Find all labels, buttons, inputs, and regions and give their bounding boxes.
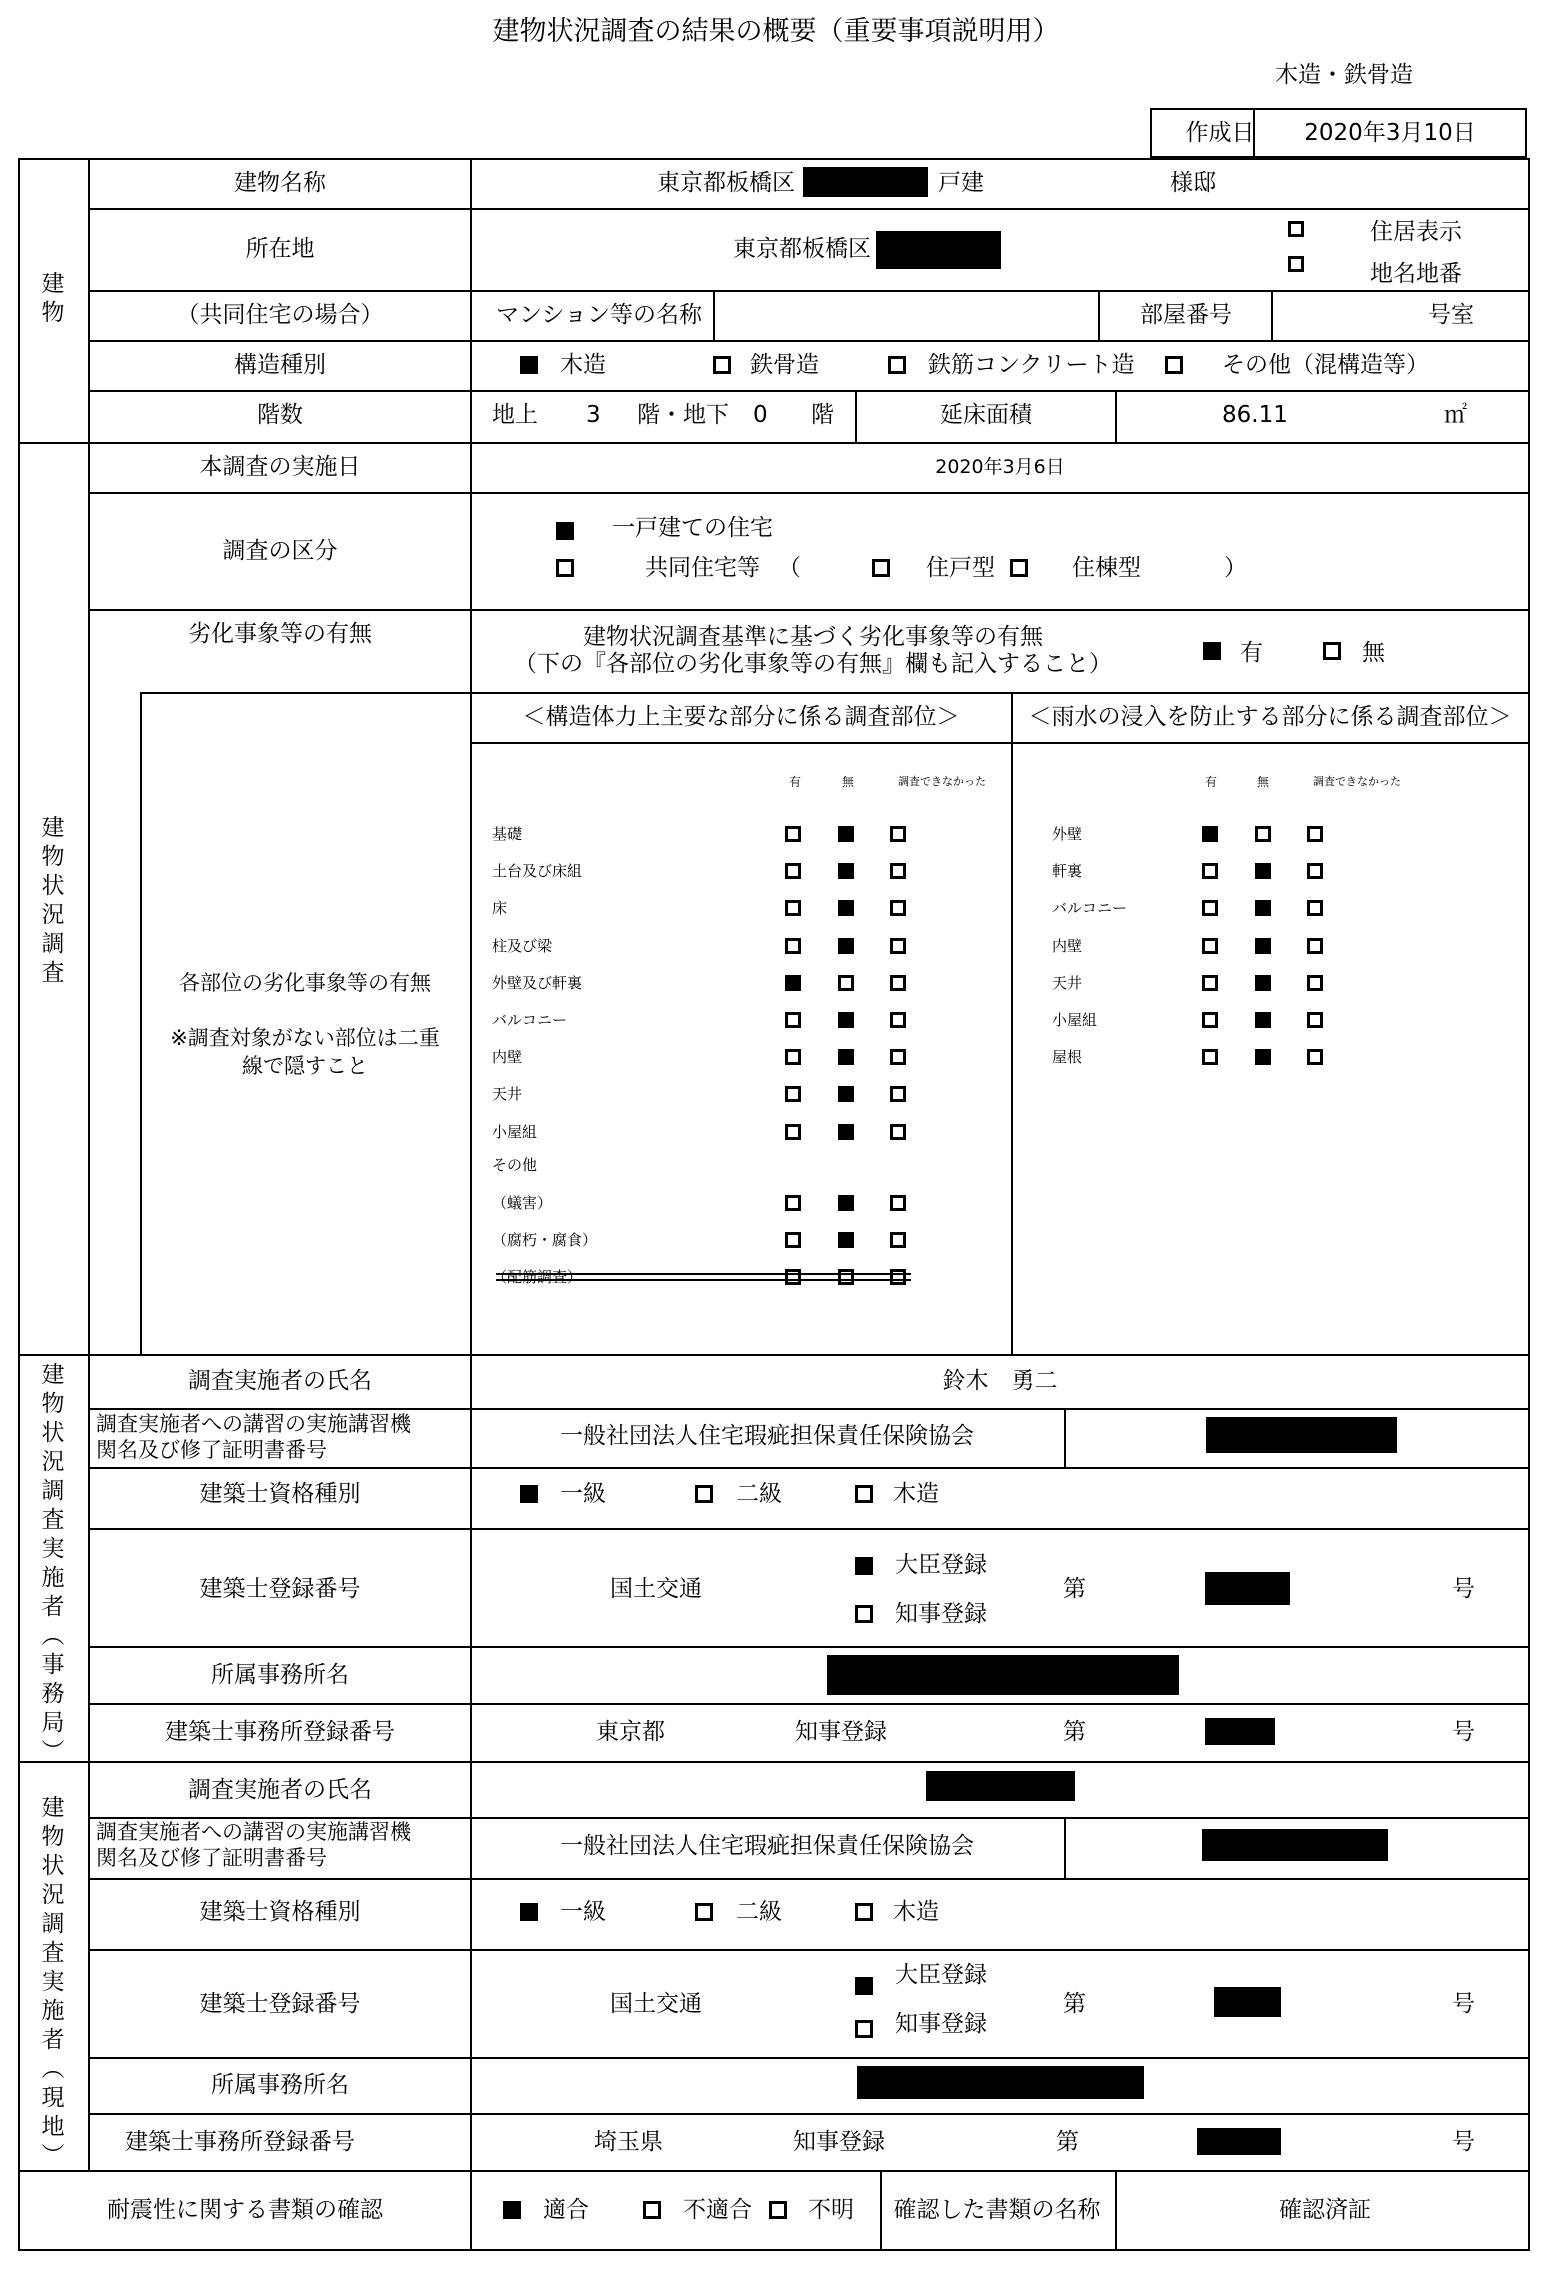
- rain-part-label: 天井: [1052, 973, 1083, 992]
- other-no-checkbox[interactable]: [838, 1269, 854, 1285]
- struct-unable-checkbox[interactable]: [890, 975, 906, 991]
- apartment-label: （共同住宅の場合）: [176, 302, 384, 328]
- strike-line: [496, 1273, 911, 1275]
- kind-unit-checkbox[interactable]: [872, 559, 890, 577]
- struct-part-label: バルコニー: [492, 1011, 568, 1029]
- struct-rc-label: 鉄筋コンクリート造: [928, 352, 1135, 378]
- struct-no-checkbox[interactable]: [838, 863, 854, 879]
- struct-unable-checkbox[interactable]: [890, 938, 906, 954]
- site-course-label-2: 関名及び修了証明書番号: [96, 1846, 327, 1870]
- section-survey: 建 物 状 況 調 査: [41, 815, 65, 986]
- site-q2-checkbox[interactable]: [695, 1903, 713, 1921]
- struct-unable-checkbox[interactable]: [890, 863, 906, 879]
- defect-no-checkbox[interactable]: [1323, 642, 1341, 660]
- seismic-ng-label: 不適合: [683, 2197, 752, 2223]
- office-q2-checkbox[interactable]: [695, 1485, 713, 1503]
- addr-opt1-checkbox[interactable]: [1288, 221, 1304, 237]
- struct-part-label: 内壁: [492, 1048, 523, 1067]
- rain-yes-checkbox[interactable]: [1202, 938, 1218, 954]
- struct-col-unable: 調査できなかった: [898, 775, 986, 788]
- floors-above-value: 3: [586, 402, 601, 428]
- section-building: 建 物: [41, 271, 65, 326]
- rain-yes-checkbox[interactable]: [1202, 863, 1218, 879]
- office-firm-label: 所属事務所名: [211, 1662, 349, 1688]
- addr-opt1-label: 住居表示: [1370, 219, 1462, 245]
- rain-no-checkbox[interactable]: [1255, 975, 1271, 991]
- struct-yes-checkbox[interactable]: [785, 826, 801, 842]
- struct-no-checkbox[interactable]: [838, 1124, 854, 1140]
- defect-yes-checkbox[interactable]: [1203, 642, 1221, 660]
- struct-wood-checkbox[interactable]: [520, 356, 538, 374]
- other-unable-checkbox[interactable]: [890, 1195, 906, 1211]
- office-course-label-2: 関名及び修了証明書番号: [96, 1438, 327, 1462]
- struct-rc-checkbox[interactable]: [888, 356, 906, 374]
- rain-no-checkbox[interactable]: [1255, 900, 1271, 916]
- site-minister-checkbox[interactable]: [855, 1977, 873, 1995]
- kind-bldg-label: 住棟型: [1072, 555, 1141, 581]
- struct-yes-checkbox[interactable]: [785, 938, 801, 954]
- redaction: [857, 2066, 1144, 2099]
- kind-unit-label: 住戸型: [926, 555, 995, 581]
- struct-unable-checkbox[interactable]: [890, 826, 906, 842]
- site-q2-label: 二級: [736, 1899, 782, 1925]
- redaction: [1206, 1417, 1397, 1453]
- redaction: [1214, 1987, 1281, 2017]
- office-minister-checkbox[interactable]: [855, 1557, 873, 1575]
- struct-part-label: 床: [492, 899, 508, 918]
- structure-note: 木造・鉄骨造: [1275, 62, 1413, 88]
- floors-label: 階数: [257, 402, 303, 428]
- office-q3-label: 木造: [893, 1481, 939, 1507]
- floor-area-value: 86.11: [1222, 402, 1288, 428]
- rain-yes-checkbox[interactable]: [1202, 900, 1218, 916]
- building-name-type: 戸建: [938, 170, 984, 196]
- office-reg-pref: 国土交通: [610, 1576, 702, 1602]
- rain-unable-checkbox[interactable]: [1307, 1049, 1323, 1065]
- section-site: 建 物 状 況 調 査 実 施 者 ︵ 現 地 ︶: [41, 1795, 65, 2169]
- redaction: [827, 1655, 1179, 1695]
- other-unable-checkbox[interactable]: [890, 1269, 906, 1285]
- site-minister-label: 大臣登録: [895, 1962, 987, 1988]
- struct-col-yes: 有: [788, 775, 802, 789]
- seismic-doc-value: 確認済証: [1279, 2197, 1371, 2223]
- rain-part-label: バルコニー: [1052, 899, 1128, 918]
- seismic-unknown-checkbox[interactable]: [769, 2201, 787, 2219]
- site-reg-dai: 第: [1063, 1991, 1086, 2017]
- site-q3-checkbox[interactable]: [855, 1903, 873, 1921]
- created-value: 2020年3月10日: [1304, 120, 1476, 146]
- struct-part-label: 小屋組: [492, 1122, 538, 1141]
- survey-date-label: 本調査の実施日: [199, 454, 361, 480]
- struct-yes-checkbox[interactable]: [785, 1012, 801, 1028]
- office-q1-label: 一級: [560, 1481, 606, 1507]
- defect-question-1: 建物状況調査基準に基づく劣化事象等の有無: [583, 624, 1043, 650]
- struct-no-checkbox[interactable]: [838, 826, 854, 842]
- rain-part-label: 軒裏: [1052, 862, 1083, 881]
- office-q1-checkbox[interactable]: [520, 1485, 538, 1503]
- site-course-label-1: 調査実施者への講習の実施講習機: [96, 1820, 411, 1844]
- struct-part-label: 柱及び梁: [492, 936, 553, 955]
- struct-other-checkbox[interactable]: [1165, 356, 1183, 374]
- seismic-unknown-label: 不明: [808, 2197, 854, 2223]
- redaction: [1197, 2128, 1281, 2155]
- rain-part-label: 小屋組: [1052, 1011, 1098, 1029]
- struct-yes-checkbox[interactable]: [785, 863, 801, 879]
- kind-apt-label: 共同住宅等: [645, 555, 760, 581]
- rain-unable-checkbox[interactable]: [1307, 826, 1323, 842]
- rain-col-yes: 有: [1204, 775, 1218, 789]
- room-unit: 号室: [1428, 302, 1474, 328]
- struct-part-label: 基礎: [492, 825, 523, 843]
- floor-area-label: 延床面積: [940, 402, 1032, 428]
- office-minister-label: 大臣登録: [895, 1552, 987, 1578]
- struct-steel-label: 鉄骨造: [750, 352, 819, 378]
- office-reg-dai: 第: [1063, 1576, 1086, 1602]
- office-reg-go: 号: [1452, 1576, 1475, 1602]
- rain-unable-checkbox[interactable]: [1307, 975, 1323, 991]
- kind-house-checkbox[interactable]: [556, 522, 574, 540]
- floors-unit: 階: [811, 402, 834, 428]
- defect-question-2: （下の『各部位の劣化事象等の有無』欄も記入すること）: [514, 651, 1112, 677]
- parts-note-2: 線で隠すこと: [242, 1054, 368, 1078]
- rain-no-checkbox[interactable]: [1255, 1049, 1271, 1065]
- rain-part-label: 外壁: [1052, 825, 1083, 843]
- struct-unable-checkbox[interactable]: [890, 900, 906, 916]
- room-number-label: 部屋番号: [1140, 302, 1232, 328]
- struct-unable-checkbox[interactable]: [890, 1124, 906, 1140]
- seismic-ng-checkbox[interactable]: [643, 2201, 661, 2219]
- site-reg-go: 号: [1452, 1991, 1475, 2017]
- other-yes-checkbox[interactable]: [785, 1232, 801, 1248]
- floors-mid: 階・地下: [637, 402, 729, 428]
- site-firm-reg: 知事登録: [793, 2129, 885, 2155]
- redaction: [803, 167, 928, 197]
- site-firm-reg-label: 建築士事務所登録番号: [125, 2129, 355, 2155]
- rain-no-checkbox[interactable]: [1255, 938, 1271, 954]
- defect-label: 劣化事象等の有無: [188, 621, 372, 647]
- struct-yes-checkbox[interactable]: [785, 1086, 801, 1102]
- site-q1-checkbox[interactable]: [520, 1903, 538, 1921]
- site-governor-checkbox[interactable]: [855, 2020, 873, 2038]
- rain-col-unable: 調査できなかった: [1313, 775, 1401, 788]
- kind-paren-open: （: [778, 555, 801, 581]
- struct-col-no: 無: [841, 775, 855, 789]
- site-firm-label: 所属事務所名: [211, 2072, 349, 2098]
- office-firm-go: 号: [1452, 1719, 1475, 1745]
- rain-no-checkbox[interactable]: [1255, 826, 1271, 842]
- struct-other-label: その他（混構造等）: [1222, 352, 1429, 378]
- office-firm-reg-label: 建築士事務所登録番号: [165, 1719, 395, 1745]
- defect-yes-label: 有: [1240, 640, 1263, 666]
- office-q2-label: 二級: [736, 1481, 782, 1507]
- office-firm-pref: 東京都: [596, 1719, 665, 1745]
- redaction: [926, 1771, 1075, 1801]
- struct-parts-heading: ＜構造体力上主要な部分に係る調査部位＞: [522, 704, 960, 730]
- address-value: 東京都板橋区: [733, 236, 871, 262]
- kind-paren-close: ）: [1224, 555, 1247, 581]
- seismic-label: 耐震性に関する書類の確認: [107, 2197, 383, 2223]
- office-firm-reg: 知事登録: [795, 1719, 887, 1745]
- other-part-label: （腐朽・腐食）: [492, 1231, 598, 1250]
- rain-yes-checkbox[interactable]: [1202, 1049, 1218, 1065]
- other-unable-checkbox[interactable]: [890, 1232, 906, 1248]
- rain-unable-checkbox[interactable]: [1307, 938, 1323, 954]
- office-name-label: 調査実施者の氏名: [188, 1368, 372, 1394]
- kind-house-label: 一戸建ての住宅: [612, 515, 773, 541]
- struct-no-checkbox[interactable]: [838, 1049, 854, 1065]
- struct-yes-checkbox[interactable]: [785, 900, 801, 916]
- site-governor-label: 知事登録: [895, 2011, 987, 2037]
- defect-no-label: 無: [1362, 640, 1385, 666]
- site-course-value: 一般社団法人住宅瑕疵担保責任保険協会: [560, 1833, 974, 1859]
- rain-unable-checkbox[interactable]: [1307, 863, 1323, 879]
- building-name-prefix: 東京都板橋区: [657, 170, 795, 196]
- struct-yes-checkbox[interactable]: [785, 975, 801, 991]
- parts-label: 各部位の劣化事象等の有無: [179, 971, 431, 995]
- struct-part-label: 天井: [492, 1085, 523, 1104]
- site-name-label: 調査実施者の氏名: [188, 1777, 372, 1803]
- struct-part-label: 土台及び床組: [492, 862, 583, 881]
- addr-opt2-label: 地名地番: [1370, 261, 1462, 287]
- building-name-suffix: 様邸: [1170, 170, 1216, 196]
- office-qual-label: 建築士資格種別: [199, 1481, 361, 1507]
- struct-unable-checkbox[interactable]: [890, 1012, 906, 1028]
- floors-above-prefix: 地上: [492, 402, 538, 428]
- mansion-name-label: マンション等の名称: [496, 302, 702, 328]
- other-part-label: （配筋調査）: [492, 1268, 583, 1287]
- site-q1-label: 一級: [560, 1899, 606, 1925]
- other-yes-checkbox[interactable]: [785, 1269, 801, 1285]
- address-label: 所在地: [245, 236, 315, 262]
- other-no-checkbox[interactable]: [838, 1232, 854, 1248]
- struct-no-checkbox[interactable]: [838, 1012, 854, 1028]
- section-office: 建 物 状 況 調 査 実 施 者 ︵ 事 務 局 ︶: [41, 1362, 65, 1765]
- rain-no-checkbox[interactable]: [1255, 863, 1271, 879]
- rain-part-label: 内壁: [1052, 936, 1083, 955]
- seismic-doc-label: 確認した書類の名称: [893, 2197, 1101, 2223]
- other-label: その他: [492, 1156, 538, 1174]
- struct-no-checkbox[interactable]: [838, 900, 854, 916]
- struct-wood-label: 木造: [560, 352, 606, 378]
- redaction: [1202, 1829, 1388, 1861]
- seismic-ok-checkbox[interactable]: [503, 2201, 521, 2219]
- strike-line: [496, 1279, 911, 1281]
- seismic-ok-label: 適合: [543, 2197, 589, 2223]
- other-no-checkbox[interactable]: [838, 1195, 854, 1211]
- struct-unable-checkbox[interactable]: [890, 1086, 906, 1102]
- site-q3-label: 木造: [893, 1899, 939, 1925]
- site-reg-label: 建築士登録番号: [199, 1991, 361, 2017]
- floor-area-unit: ㎡: [1444, 402, 1467, 428]
- office-q3-checkbox[interactable]: [855, 1485, 873, 1503]
- survey-kind-label: 調査の区分: [222, 538, 338, 564]
- office-name-value: 鈴木 勇二: [942, 1368, 1058, 1394]
- parts-note-1: ※調査対象がない部位は二重: [170, 1026, 440, 1050]
- kind-apt-checkbox[interactable]: [556, 559, 574, 577]
- site-firm-pref: 埼玉県: [594, 2129, 663, 2155]
- struct-part-label: 外壁及び軒裏: [492, 973, 583, 992]
- site-firm-go: 号: [1452, 2129, 1475, 2155]
- office-governor-checkbox[interactable]: [855, 1605, 873, 1623]
- struct-yes-checkbox[interactable]: [785, 1049, 801, 1065]
- rain-unable-checkbox[interactable]: [1307, 1012, 1323, 1028]
- rain-parts-heading: ＜雨水の浸入を防止する部分に係る調査部位＞: [1028, 704, 1512, 730]
- created-label: 作成日: [1185, 120, 1255, 146]
- struct-unable-checkbox[interactable]: [890, 1049, 906, 1065]
- rain-no-checkbox[interactable]: [1255, 1012, 1271, 1028]
- site-qual-label: 建築士資格種別: [199, 1899, 361, 1925]
- kind-bldg-checkbox[interactable]: [1010, 559, 1028, 577]
- office-course-value: 一般社団法人住宅瑕疵担保責任保険協会: [560, 1423, 974, 1449]
- rain-col-no: 無: [1256, 775, 1270, 789]
- other-yes-checkbox[interactable]: [785, 1195, 801, 1211]
- struct-steel-checkbox[interactable]: [713, 356, 731, 374]
- struct-no-checkbox[interactable]: [838, 1086, 854, 1102]
- office-firm-dai: 第: [1063, 1719, 1086, 1745]
- rain-yes-checkbox[interactable]: [1202, 975, 1218, 991]
- struct-yes-checkbox[interactable]: [785, 1124, 801, 1140]
- rain-yes-checkbox[interactable]: [1202, 1012, 1218, 1028]
- floors-below-value: 0: [753, 402, 768, 428]
- office-course-label-1: 調査実施者への講習の実施講習機: [96, 1412, 411, 1436]
- site-firm-dai: 第: [1056, 2129, 1079, 2155]
- survey-date-value: 2020年3月6日: [935, 456, 1065, 478]
- redaction: [1205, 1572, 1290, 1605]
- other-part-label: （蟻害）: [492, 1194, 553, 1212]
- office-reg-label: 建築士登録番号: [199, 1576, 361, 1602]
- struct-no-checkbox[interactable]: [838, 975, 854, 991]
- rain-yes-checkbox[interactable]: [1202, 826, 1218, 842]
- redaction: [876, 231, 1001, 269]
- site-reg-pref: 国土交通: [610, 1991, 702, 2017]
- redaction: [1205, 1718, 1275, 1745]
- building-name-label: 建物名称: [234, 170, 326, 196]
- rain-unable-checkbox[interactable]: [1307, 900, 1323, 916]
- addr-opt2-checkbox[interactable]: [1288, 256, 1304, 272]
- structure-label: 構造種別: [234, 352, 326, 378]
- struct-no-checkbox[interactable]: [838, 938, 854, 954]
- page-title: 建物状況調査の結果の概要（重要事項説明用）: [492, 16, 1060, 47]
- rain-part-label: 屋根: [1052, 1048, 1083, 1067]
- office-governor-label: 知事登録: [895, 1601, 987, 1627]
